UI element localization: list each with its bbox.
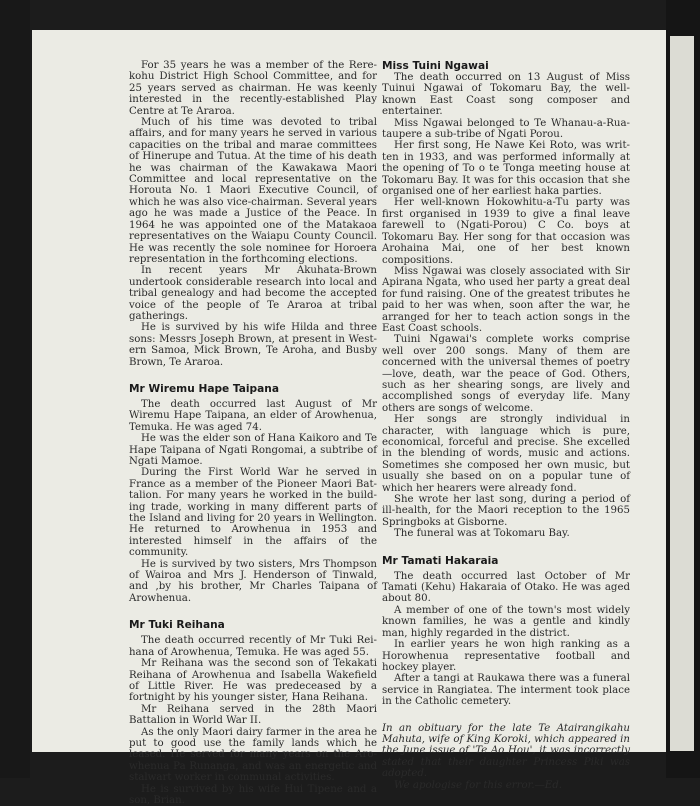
obituary-paragraph: He is survived by two sisters, Mrs Thompson of Wairoa and Mrs J. Henderson of Tinwald, and ,by his brother, Mr Charles Taipana of Arowhenua. xyxy=(129,558,377,604)
obituary-paragraph: Mr Reihana served in the 28th Maori Battalion in World War II. xyxy=(129,703,377,727)
obituary-paragraph: For 35 years he was a member of the Rerekohu District High School Committee, and for 25 years served as chairman. He was keenly interested in the recently-established Play Centre at Te Araroa. xyxy=(129,60,377,117)
correction-text: In an obituary for the late Te Atairangikahu Mahuta, wife of King Koroki, which appeared in the June issue of 'Te Ao Hou', it was incorrectly stated that their daughter Princess Piki was adopted. xyxy=(382,722,630,780)
obituary-paragraph: He is survived by his wife Hilda and three sons: Messrs Joseph Brown, at present in Western Samoa, Mick Brown, Te Aroha, and Busby Brown, Te Araroa. xyxy=(129,322,377,368)
right-column xyxy=(382,60,630,791)
obituary-paragraph: The death occurred last August of Mr Wiremu Hape Taipana, an elder of Arowhenua, Temuka. He was aged 74. xyxy=(129,398,377,433)
obituary-paragraph: Mr Reihana was the second son of Tekakati Reihana of Arowhenua and Isabella Wakefield of Little River. He was predeceased by a fortnight by his younger sister, Hana Reihana. xyxy=(129,658,377,704)
obituary-paragraph: Tuini Ngawai's complete works comprise well over 200 songs. Many of them are concerned with the universal themes of poetry—love, death, war the peace of God. Others, such as her shearing songs, are lively and accomplished songs of everyday life. Many others are songs of welcome. xyxy=(382,334,630,414)
obituary-paragraph: The death occurred on 13 August of Miss Tuinui Ngawai of Tokomaru Bay, the well-known East Coast song composer and entertainer. xyxy=(382,72,630,118)
obituary-paragraph: Much of his time was devoted to tribal affairs, and for many years he served in various capacities on the tribal and marae committees of Hinerupe and Tutua. At the time of his death he was chairman of the Kawakawa Maori Committee and local representative on the Horouta No. 1 Maori Executive Council, of which he was also vice-chairman. Several years ago he was made a Justice of the Peace. In 1964 he was appointed one of the Matakaoa representatives on the Waiapu County Council. He was recently the sole nominee for Horoera representation in the forthcoming elections. xyxy=(129,117,377,265)
obituary-paragraph: He was the elder son of Hana Kaikoro and Te Hape Taipana of Ngati Rongomai, a subtribe of Ngati Mamoe. xyxy=(129,433,377,467)
obituary-paragraph: Miss Ngawai belonged to Te Whanau-a-Ruataupere a sub-tribe of Ngati Porou. xyxy=(382,117,630,141)
obituary-paragraph: In recent years Mr Akuhata-Brown undertook considerable research into local and tribal genealogy and had become the accepted voice of the people of Te Araroa at tribal gatherings. xyxy=(129,265,377,322)
obituary-paragraph: A member of one of the town's most widely known families, he was a gentle and kindly man, highly regarded in the district. xyxy=(382,604,630,639)
obituary-paragraph: Miss Ngawai was closely associated with Sir Apirana Ngata, who used her party a great deal for fund raising. One of the greatest tributes he paid to her was when, soon after the war, he arranged for her to teach action songs in the East Coast schools. xyxy=(382,265,630,334)
section-heading: Mr Tuki Reihana xyxy=(129,619,225,632)
section-heading: Mr Wiremu Hape Taipana xyxy=(129,382,279,395)
obituary-paragraph: He is survived by his wife Hui Tipene and a son, Brian. xyxy=(129,783,377,806)
obituary-paragraph: In earlier years he won high ranking as a Horowhenua representative football and hockey player. xyxy=(382,639,630,673)
editor-apology: We apologise for this error.—Ed. xyxy=(394,779,562,791)
obituary-paragraph: She wrote her last song, during a period of ill-health, for the Maori reception to the 1965 Springboks at Gisborne. xyxy=(382,494,630,528)
binding-spine xyxy=(0,0,30,778)
obituary-paragraph: The death occurred recently of Mr Tuki Reihana of Arowhenua, Temuka. He was aged 55. xyxy=(129,635,377,658)
obituary-paragraph: After a tangi at Raukawa there was a funeral service in Rangiatea. The interment took place in the Catholic cemetery. xyxy=(382,673,630,708)
obituary-paragraph: The funeral was at Tokomaru Bay. xyxy=(394,528,570,540)
obituary-paragraph: Her songs are strongly individual in character, with language which is pure, economical, forceful and precise. She excelled in the blending of words, music and actions. Sometimes she composed her own music, but usually she based on on a popular tune of which her hearers were already fond. xyxy=(382,414,630,494)
correction-note xyxy=(382,723,630,791)
document-page xyxy=(32,30,666,806)
obituary-paragraph: The death occurred last October of Mr Tamati (Kehu) Hakaraia of Otako. He was aged about 80. xyxy=(382,570,630,605)
facing-page-edge xyxy=(666,0,700,778)
left-column xyxy=(129,60,377,806)
section-heading: Mr Tamati Hakaraia xyxy=(382,554,499,567)
obituary-paragraph: Her well-known Hokowhitu-a-Tu party was first organised in 1939 to give a final leave farewell to (Ngati-Porou) C Co. boys at Tokomaru Bay. Her song for that occasion was Arohaina Mai, one of her best known compositions. xyxy=(382,197,630,266)
obituary-paragraph: As the only Maori dairy farmer in the area he put to good use the family lands which he leased. He served for many years on the Arowhenua Pa Runanga, and was an energetic and stalwart worker in communal activities. xyxy=(129,726,377,784)
section-heading: Miss Tuini Ngawai xyxy=(382,60,489,72)
obituary-paragraph: During the First World War he served in France as a member of the Pioneer Maori Battalion. For many years he worked in the building trade, working in many different parts of the Island and living for 20 years in Wellington. He returned to Arowhenua in 1953 and interested himself in the affairs of the community. xyxy=(129,467,377,559)
obituary-paragraph: Her first song, He Nawe Kei Roto, was written in 1933, and was performed informally at the opening of To o te Tonga meeting house at Tokomaru Bay. It was for this occasion that she organised one of her earliest haka parties. xyxy=(382,140,630,198)
